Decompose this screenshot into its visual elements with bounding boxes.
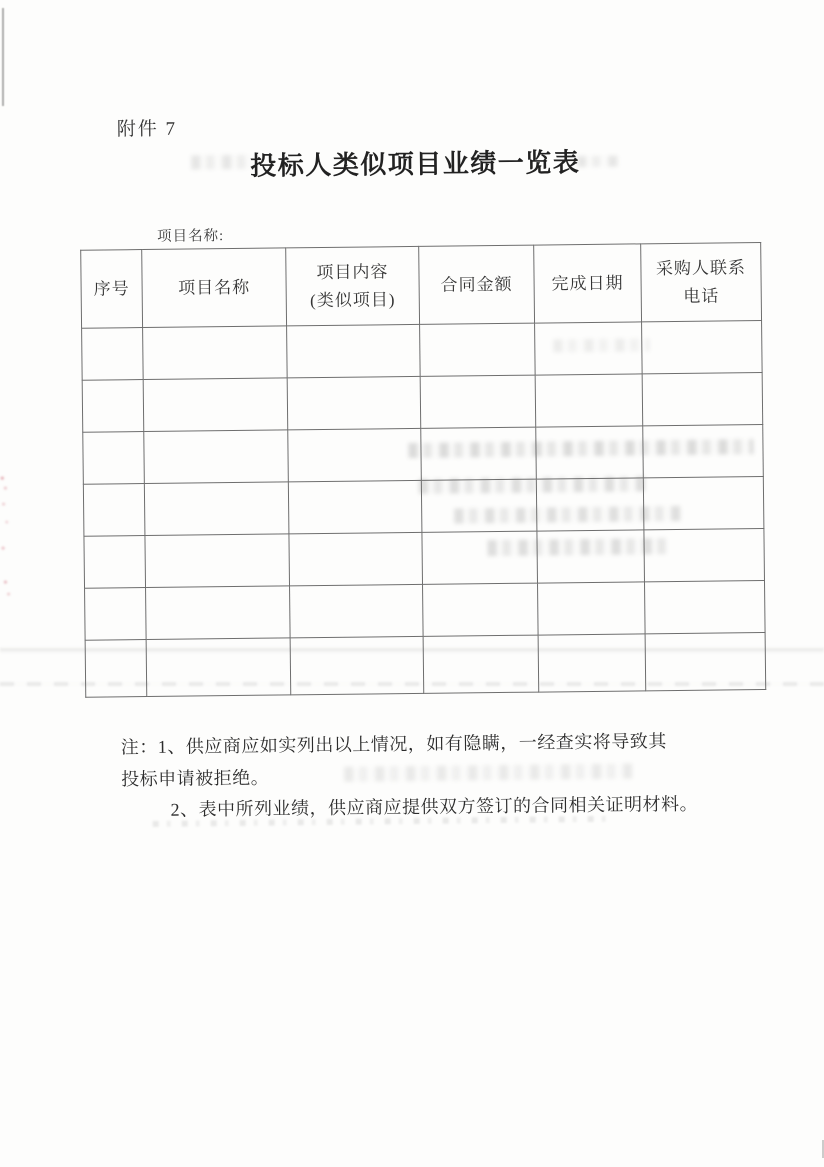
empty-table-row: [83, 477, 764, 537]
empty-cell: [82, 380, 144, 433]
col-header-label-line2: (类似项目): [309, 289, 396, 310]
empty-cell: [420, 375, 536, 428]
col-header-label-line2: 电话: [683, 285, 720, 306]
document-title: 投标人类似项目业绩一览表: [250, 148, 581, 181]
note-line-3: 2、表中所列业绩，供应商应提供双方签订的合同相关证明材料。: [170, 793, 699, 820]
empty-cell: [420, 323, 536, 376]
empty-table-row: [83, 425, 764, 485]
col-header-label: 合同金额: [440, 274, 513, 295]
empty-cell: [290, 584, 424, 638]
empty-cell: [644, 581, 765, 634]
empty-cell: [643, 477, 764, 530]
note-line-1: 注：1、供应商应如实列出以上情况，如有隐瞒，一经查实将导致其: [120, 731, 667, 758]
empty-cell: [144, 430, 289, 484]
col-header-completion-date: [534, 244, 642, 323]
empty-cell: [538, 582, 646, 635]
empty-cell: [538, 634, 646, 692]
empty-cell: [644, 529, 765, 582]
empty-cell: [144, 482, 289, 536]
empty-table-row: [84, 529, 765, 589]
project-name-field-label: 项目名称:: [156, 228, 225, 245]
performance-table: [80, 242, 766, 698]
empty-cell: [83, 432, 145, 485]
note-line-2: 投标申请被拒绝。: [121, 767, 270, 789]
empty-cell: [288, 428, 422, 482]
empty-cell: [288, 480, 422, 534]
empty-cell: [84, 536, 146, 589]
col-header-label: 项目名称: [178, 277, 251, 298]
col-header-contract-amount: [419, 245, 535, 324]
empty-cell: [290, 636, 424, 695]
empty-table-row: [82, 373, 763, 433]
col-header-project-content: [286, 246, 420, 326]
empty-cell: [537, 530, 645, 583]
empty-cell: [535, 322, 643, 375]
empty-cell: [287, 376, 421, 430]
col-header-label: 项目内容: [316, 261, 389, 282]
notes-block: [121, 725, 728, 826]
empty-cell: [642, 373, 763, 426]
attachment-label: 附件 7: [116, 118, 178, 141]
empty-cell: [146, 586, 291, 640]
empty-table-row: [82, 321, 763, 381]
empty-cell: [287, 324, 421, 378]
empty-cell: [422, 531, 538, 584]
empty-cell: [535, 374, 643, 427]
empty-cell: [85, 588, 147, 641]
empty-cell: [145, 534, 290, 588]
col-header-serial-number: [81, 250, 143, 329]
red-ink-marks-artifact: [0, 473, 12, 603]
col-header-label: 序号: [93, 278, 130, 299]
empty-cell: [536, 478, 644, 531]
empty-cell: [83, 484, 145, 537]
empty-cell: [643, 425, 764, 478]
empty-cell: [421, 479, 537, 532]
empty-cell: [423, 583, 539, 636]
empty-cell: [146, 638, 291, 697]
empty-cell: [645, 632, 766, 690]
empty-cell: [536, 426, 644, 479]
empty-cell: [642, 321, 763, 374]
empty-table-row: [85, 632, 766, 697]
empty-cell: [143, 378, 288, 432]
col-header-purchaser-phone: [641, 243, 762, 322]
empty-cell: [82, 328, 144, 381]
empty-cell: [143, 326, 288, 380]
empty-cell: [421, 427, 537, 480]
col-header-label: 采购人联系: [655, 257, 747, 278]
col-header-label: 完成日期: [551, 273, 624, 293]
empty-cell: [85, 640, 147, 698]
empty-cell: [289, 532, 423, 586]
table-header-row: [81, 243, 762, 329]
col-header-project-name: [142, 248, 287, 328]
empty-table-row: [85, 581, 766, 641]
empty-cell: [423, 635, 539, 693]
